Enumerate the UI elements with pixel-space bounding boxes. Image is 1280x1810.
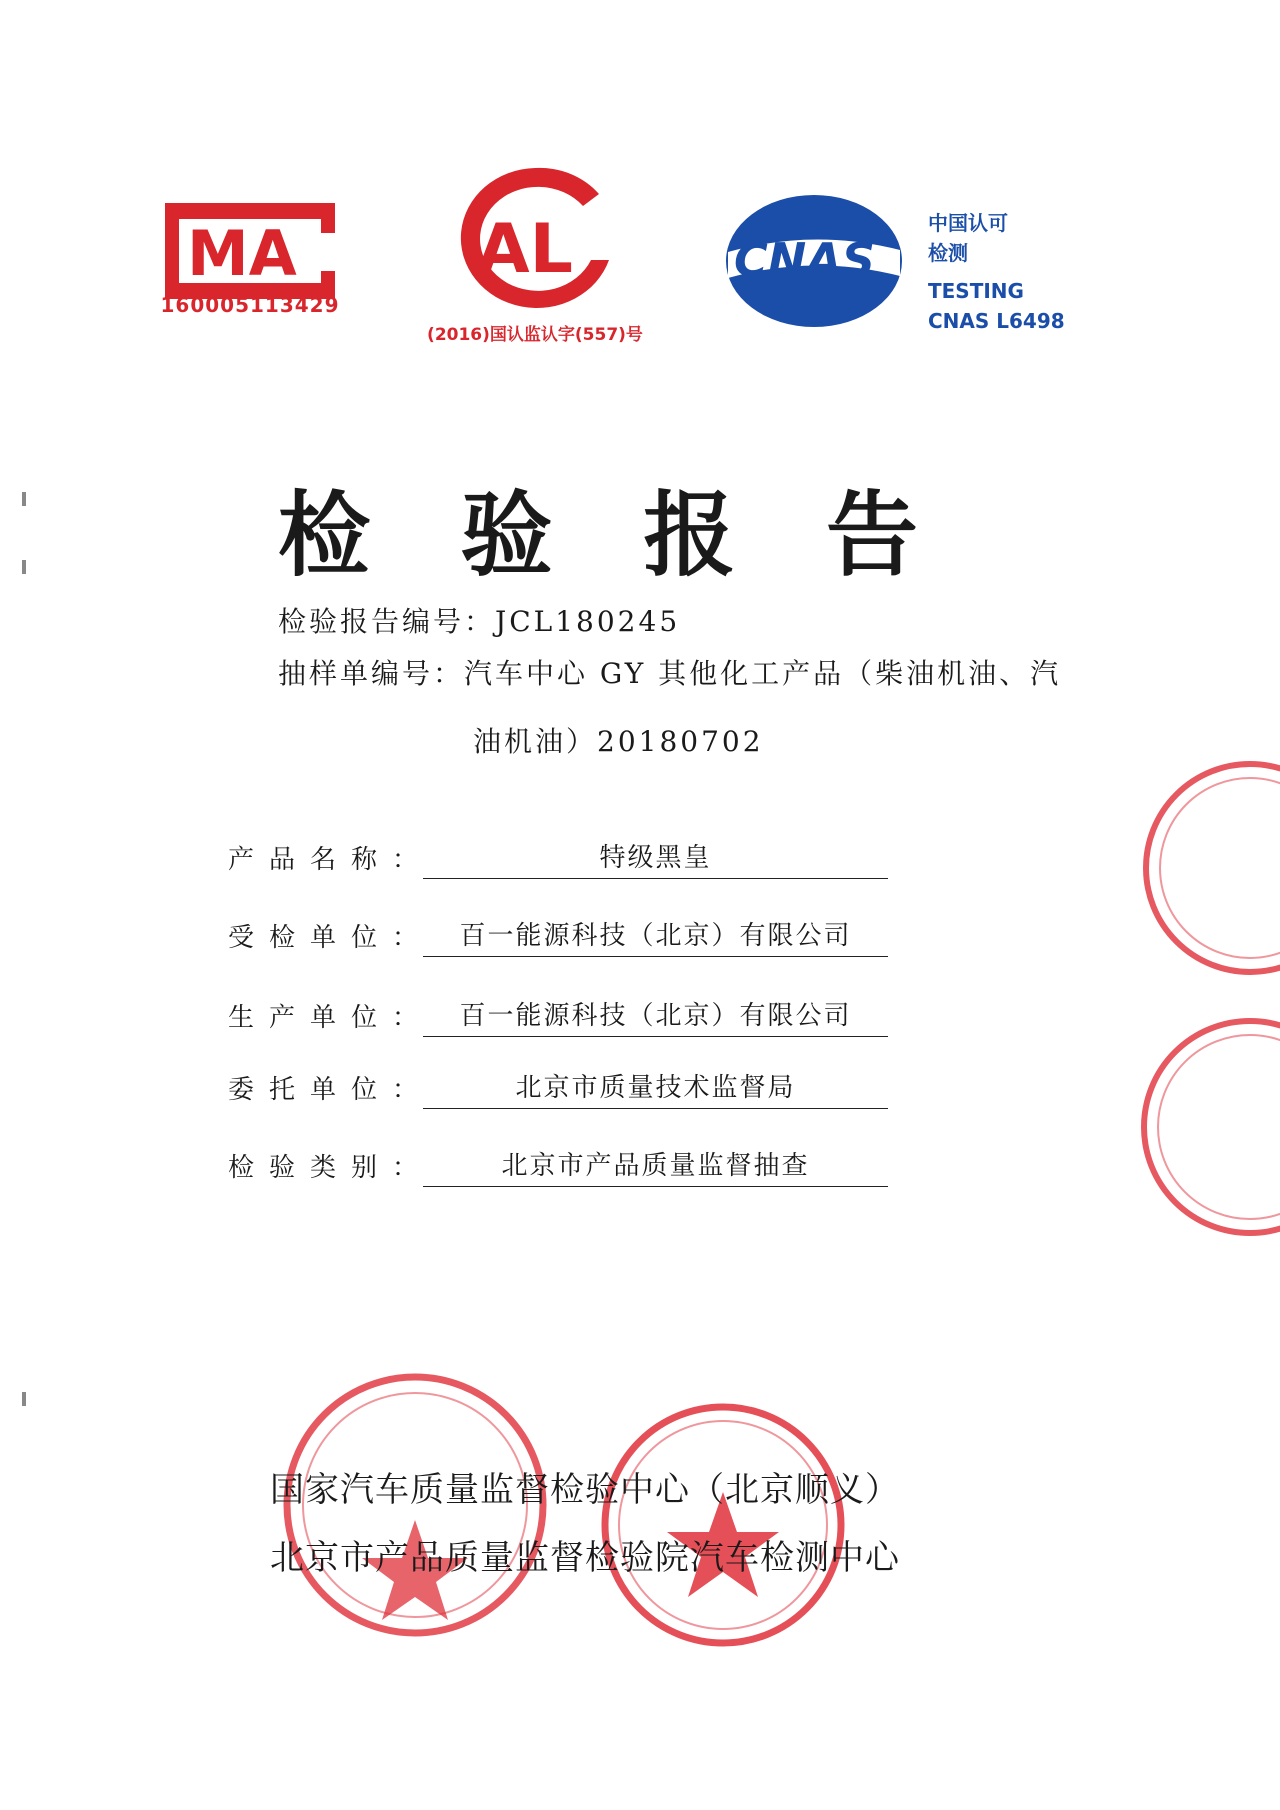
title-char: 报: [643, 481, 736, 589]
document-title: [278, 480, 918, 590]
label-char: 验: [268, 1153, 295, 1183]
label-char: 受: [228, 923, 255, 953]
issuing-organization: 国家汽车质量监督检验中心（北京顺义）: [270, 1470, 900, 1510]
label-char: ：: [391, 1003, 418, 1033]
cnas-line: TESTING: [928, 279, 1024, 303]
field-row-category: [228, 1146, 908, 1190]
product-name-value: 特级黑皇: [423, 838, 888, 879]
label-char: 位: [350, 1075, 377, 1105]
cal-caption: (2016)国认监认字(557)号: [427, 325, 643, 345]
label-char: ：: [391, 1153, 418, 1183]
margin-mark: [22, 560, 26, 574]
field-row-product: [228, 838, 908, 882]
label-char: 品: [268, 845, 295, 875]
official-seal: [598, 1400, 848, 1650]
title-char: 告: [825, 481, 918, 589]
label-char: 位: [350, 1003, 377, 1033]
label-char: 托: [268, 1075, 295, 1105]
label-char: 别: [350, 1153, 377, 1183]
field-row-client: [228, 1068, 908, 1112]
cnas-line: CNAS L6498: [928, 309, 1065, 333]
label-char: 单: [309, 1075, 336, 1105]
label-char: 名: [309, 845, 336, 875]
label-char: 生: [228, 1003, 255, 1033]
cma-text: MA: [187, 217, 297, 290]
cma-logo: [145, 175, 355, 335]
cnas-logo: [722, 192, 904, 330]
issuing-organization: 北京市产品质量监督检验院汽车检测中心: [270, 1538, 900, 1578]
label-char: ：: [391, 845, 418, 875]
label-char: ：: [391, 923, 418, 953]
cma-number: 160005113429: [160, 293, 340, 317]
cnas-line: 中国认可: [928, 211, 1008, 235]
label-char: 位: [350, 923, 377, 953]
margin-mark: [22, 492, 26, 506]
inspection-category-value: 北京市产品质量监督抽查: [423, 1146, 888, 1187]
cal-text: AL: [477, 210, 573, 289]
field-label: [228, 1146, 418, 1190]
label-char: ：: [391, 1075, 418, 1105]
field-label: [228, 1068, 418, 1112]
title-char: 验: [460, 481, 553, 589]
label-char: 单: [309, 923, 336, 953]
field-label: [228, 996, 418, 1040]
field-label: [228, 916, 418, 960]
label-char: 检: [228, 1153, 255, 1183]
edge-seal: [1120, 1005, 1280, 1250]
label-char: 检: [268, 923, 295, 953]
client-value: 北京市质量技术监督局: [423, 1068, 888, 1109]
label-char: 委: [228, 1075, 255, 1105]
label-char: 称: [350, 845, 377, 875]
field-label: [228, 838, 418, 882]
label-char: 单: [309, 1003, 336, 1033]
label-char: 类: [309, 1153, 336, 1183]
cnas-mark-text: CNAS: [734, 233, 875, 287]
cal-logo: [415, 160, 655, 360]
sample-number-continued: 油机油）20180702: [473, 725, 764, 758]
label-char: 产: [268, 1003, 295, 1033]
producer-value: 百一能源科技（北京）有限公司: [423, 996, 888, 1037]
inspected-unit-value: 百一能源科技（北京）有限公司: [423, 916, 888, 957]
title-char: 检: [278, 481, 371, 589]
field-row-producer: [228, 996, 908, 1040]
cnas-line: 检测: [928, 241, 968, 265]
margin-mark: [22, 1392, 26, 1406]
field-row-inspected-unit: [228, 916, 908, 960]
label-char: 产: [228, 845, 255, 875]
edge-seal: [1120, 748, 1280, 988]
cnas-accreditation-text: [928, 208, 1078, 336]
report-number: 检验报告编号：JCL180245: [278, 605, 681, 638]
sample-number: 抽样单编号：汽车中心 GY 其他化工产品（柴油机油、汽: [278, 657, 1062, 690]
